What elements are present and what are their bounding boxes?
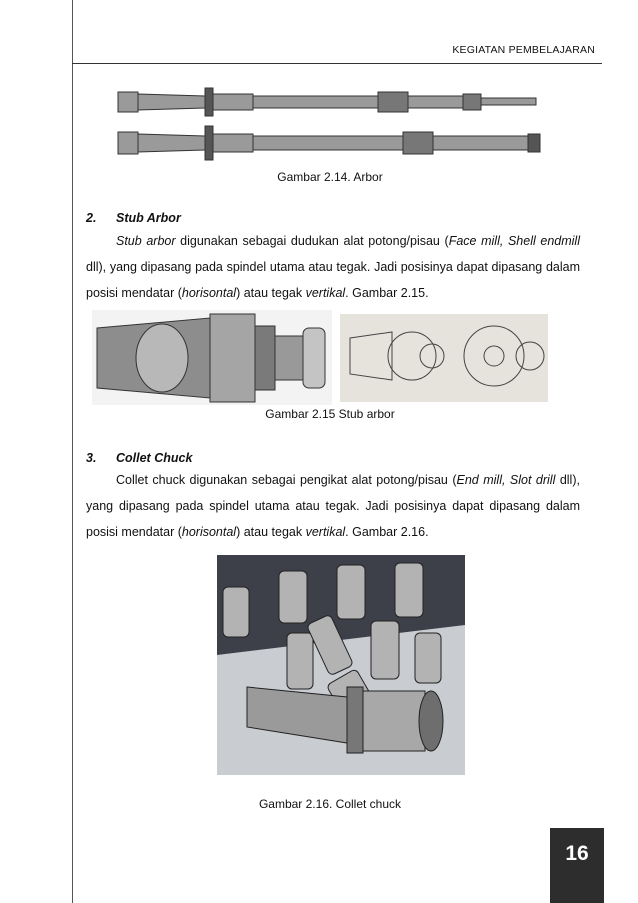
section-heading-collet-chuck [86, 451, 192, 465]
page-number-box [550, 828, 604, 903]
text-run: dll), yang dipasang pada spindel utama atau tegak. Jadi posisinya dapat dipasang dalam posisi mendatar ( [86, 260, 580, 300]
text-run: Collet chuck digunakan sebagai pengikat alat potong/pisau ( [116, 473, 457, 487]
text-run: horisontal [181, 525, 237, 539]
page-number: 16 [565, 842, 589, 865]
text-run: ) atau tegak [236, 525, 306, 539]
text-run: horisontal [181, 286, 237, 300]
arbor-figure [110, 82, 550, 167]
section-number: 2. [86, 211, 97, 225]
paragraph-stub-arbor [86, 228, 580, 306]
text-run: Face mill, Shell endmill [448, 234, 580, 248]
margin-line [72, 0, 73, 903]
text-run: digunakan sebagai dudukan alat potong/pisau ( [175, 234, 449, 248]
text-run: vertikal [305, 286, 346, 300]
text-run: dll), yang dipasang pada spindel utama atau tegak. Jadi posisinya dapat dipasang dalam posisi mendatar ( [86, 473, 580, 539]
paragraph-collet-chuck [86, 467, 580, 545]
page-header: KEGIATAN PEMBELAJARAN [452, 44, 595, 56]
section-title: Collet Chuck [116, 451, 193, 465]
stub-arbor-figure [92, 310, 552, 405]
header-divider [72, 63, 602, 64]
text-run: . Gambar 2.16. [345, 525, 429, 539]
section-number: 3. [86, 451, 97, 465]
text-run: ) atau tegak [236, 286, 306, 300]
text-run: vertikal [305, 525, 346, 539]
text-run: Stub arbor [116, 234, 176, 248]
section-title: Stub Arbor [116, 211, 181, 225]
text-run: . Gambar 2.15. [345, 286, 429, 300]
collet-chuck-figure [217, 555, 465, 775]
figure-caption-arbor: Gambar 2.14. Arbor [277, 170, 383, 184]
figure-caption-stub-arbor: Gambar 2.15 Stub arbor [265, 407, 395, 421]
figure-caption-collet-chuck: Gambar 2.16. Collet chuck [258, 797, 402, 811]
section-heading-stub-arbor [86, 211, 181, 225]
text-run: End mill, Slot drill [456, 473, 556, 487]
